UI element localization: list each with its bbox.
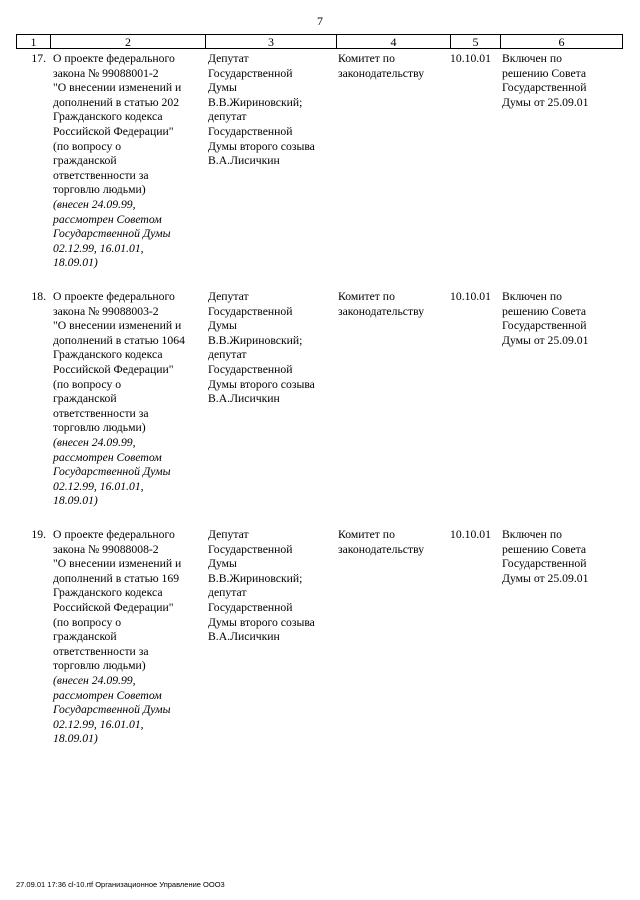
text-line: Государственной — [208, 600, 293, 614]
text-line: "О внесении изменений и — [53, 319, 182, 333]
text-line: Думы второго созыва — [208, 615, 315, 629]
text-line: Гражданского кодекса — [53, 110, 163, 124]
text-line: законодательству — [338, 66, 425, 80]
text-line: (внесен 24.09.99, — [53, 673, 136, 687]
text-line: Государственной Думы — [53, 703, 171, 717]
text-line: Комитет по — [338, 290, 395, 303]
text-line: (по вопросу о — [53, 615, 122, 629]
record-number: 19. — [31, 528, 46, 541]
column-header: 2 — [51, 35, 206, 49]
text-line: дополнений в статью 169 — [53, 571, 180, 585]
text-line: В.В.Жириновский; — [208, 333, 303, 347]
record-number: 18. — [31, 290, 46, 303]
text-line: В.В.Жириновский; — [208, 95, 303, 109]
text-line: "О внесении изменений и — [53, 557, 182, 571]
inclusion-status — [502, 528, 622, 586]
text-line: В.А.Лисичкин — [208, 630, 280, 644]
text-line: закона № 99088001-2 — [53, 66, 159, 80]
text-line: Государственной — [208, 362, 293, 376]
bill-title — [53, 52, 203, 271]
text-line: Государственной — [208, 124, 293, 138]
text-line: Думы второго созыва — [208, 139, 315, 153]
text-line: Думы — [208, 81, 237, 95]
text-line: Депутат — [208, 52, 249, 65]
record-number: 17. — [31, 52, 46, 65]
text-line: Включен по — [502, 290, 562, 303]
text-line: Государственной — [208, 66, 293, 80]
text-line: Думы от 25.09.01 — [502, 333, 589, 347]
header-row — [17, 35, 623, 49]
column-header: 5 — [451, 35, 501, 49]
text-line: депутат — [208, 110, 247, 124]
text-line: В.А.Лисичкин — [208, 392, 280, 406]
text-line: рассмотрен Советом — [53, 212, 162, 226]
text-line: ответственности за — [53, 406, 149, 420]
text-line: Государственной — [208, 304, 293, 318]
column-header: 4 — [337, 35, 451, 49]
text-line: Государственной — [502, 81, 587, 95]
text-line: ответственности за — [53, 168, 149, 182]
column-header: 1 — [17, 35, 51, 49]
responsible-committee — [338, 528, 450, 557]
text-line: гражданской — [53, 392, 117, 406]
text-line: 18.09.01) — [53, 256, 98, 270]
text-line: (внесен 24.09.99, — [53, 435, 136, 449]
text-line: Гражданского кодекса — [53, 586, 163, 600]
text-line: ответственности за — [53, 644, 149, 658]
text-line: Думы от 25.09.01 — [502, 571, 589, 585]
text-line: 02.12.99, 16.01.01, — [53, 479, 144, 493]
column-header: 3 — [206, 35, 337, 49]
text-line: Гражданского кодекса — [53, 348, 163, 362]
text-line: Думы — [208, 319, 237, 333]
text-line: О проекте федерального — [53, 528, 175, 541]
text-line: 18.09.01) — [53, 494, 98, 508]
text-line: Государственной Думы — [53, 227, 171, 241]
text-line: Думы второго созыва — [208, 377, 315, 391]
text-line: В.А.Лисичкин — [208, 154, 280, 168]
bill-authors — [208, 52, 338, 169]
text-line: торговлю людьми) — [53, 183, 146, 197]
text-line: решению Совета — [502, 542, 587, 556]
text-line: решению Совета — [502, 304, 587, 318]
text-line: 18.09.01) — [53, 732, 98, 746]
text-line: законодательству — [338, 304, 425, 318]
text-line: (по вопросу о — [53, 139, 122, 153]
text-line: "О внесении изменений и — [53, 81, 182, 95]
text-line: Российской Федерации" — [53, 600, 174, 614]
text-line: торговлю людьми) — [53, 421, 146, 435]
text-line: Государственной Думы — [53, 465, 171, 479]
text-line: закона № 99088008-2 — [53, 542, 159, 556]
text-line: закона № 99088003-2 — [53, 304, 159, 318]
text-line: Думы — [208, 557, 237, 571]
text-line: законодательству — [338, 542, 425, 556]
text-line: 02.12.99, 16.01.01, — [53, 241, 144, 255]
text-line: Государственной — [208, 542, 293, 556]
bill-authors — [208, 290, 338, 407]
text-line: депутат — [208, 348, 247, 362]
text-line: В.В.Жириновский; — [208, 571, 303, 585]
text-line: депутат — [208, 586, 247, 600]
text-line: гражданской — [53, 630, 117, 644]
text-line: рассмотрен Советом — [53, 450, 162, 464]
text-line: торговлю людьми) — [53, 659, 146, 673]
text-line: (по вопросу о — [53, 377, 122, 391]
text-line: дополнений в статью 202 — [53, 95, 180, 109]
text-line: Депутат — [208, 290, 249, 303]
text-line: Думы от 25.09.01 — [502, 95, 589, 109]
text-line: Депутат — [208, 528, 249, 541]
text-line: О проекте федерального — [53, 290, 175, 303]
text-line: Включен по — [502, 528, 562, 541]
review-date: 10.10.01 — [450, 290, 491, 303]
text-line: О проекте федерального — [53, 52, 175, 65]
review-date: 10.10.01 — [450, 52, 491, 65]
bill-title — [53, 290, 203, 509]
text-line: (внесен 24.09.99, — [53, 197, 136, 211]
column-header: 6 — [501, 35, 623, 49]
text-line: Комитет по — [338, 528, 395, 541]
review-date: 10.10.01 — [450, 528, 491, 541]
text-line: 02.12.99, 16.01.01, — [53, 717, 144, 731]
text-line: Государственной — [502, 557, 587, 571]
text-line: Государственной — [502, 319, 587, 333]
responsible-committee — [338, 290, 450, 319]
inclusion-status — [502, 52, 622, 110]
column-number-header — [16, 34, 623, 49]
text-line: дополнений в статью 1064 — [53, 333, 185, 347]
text-line: рассмотрен Советом — [53, 688, 162, 702]
text-line: решению Совета — [502, 66, 587, 80]
text-line: Российской Федерации" — [53, 362, 174, 376]
text-line: Включен по — [502, 52, 562, 65]
inclusion-status — [502, 290, 622, 348]
page-number: 7 — [317, 14, 323, 28]
responsible-committee — [338, 52, 450, 81]
text-line: гражданской — [53, 154, 117, 168]
text-line: Российской Федерации" — [53, 124, 174, 138]
bill-authors — [208, 528, 338, 645]
bill-title — [53, 528, 203, 747]
text-line: Комитет по — [338, 52, 395, 65]
footer-note: 27.09.01 17:36 cl-10.rtf Организационное Управление ООО3 — [16, 880, 225, 889]
